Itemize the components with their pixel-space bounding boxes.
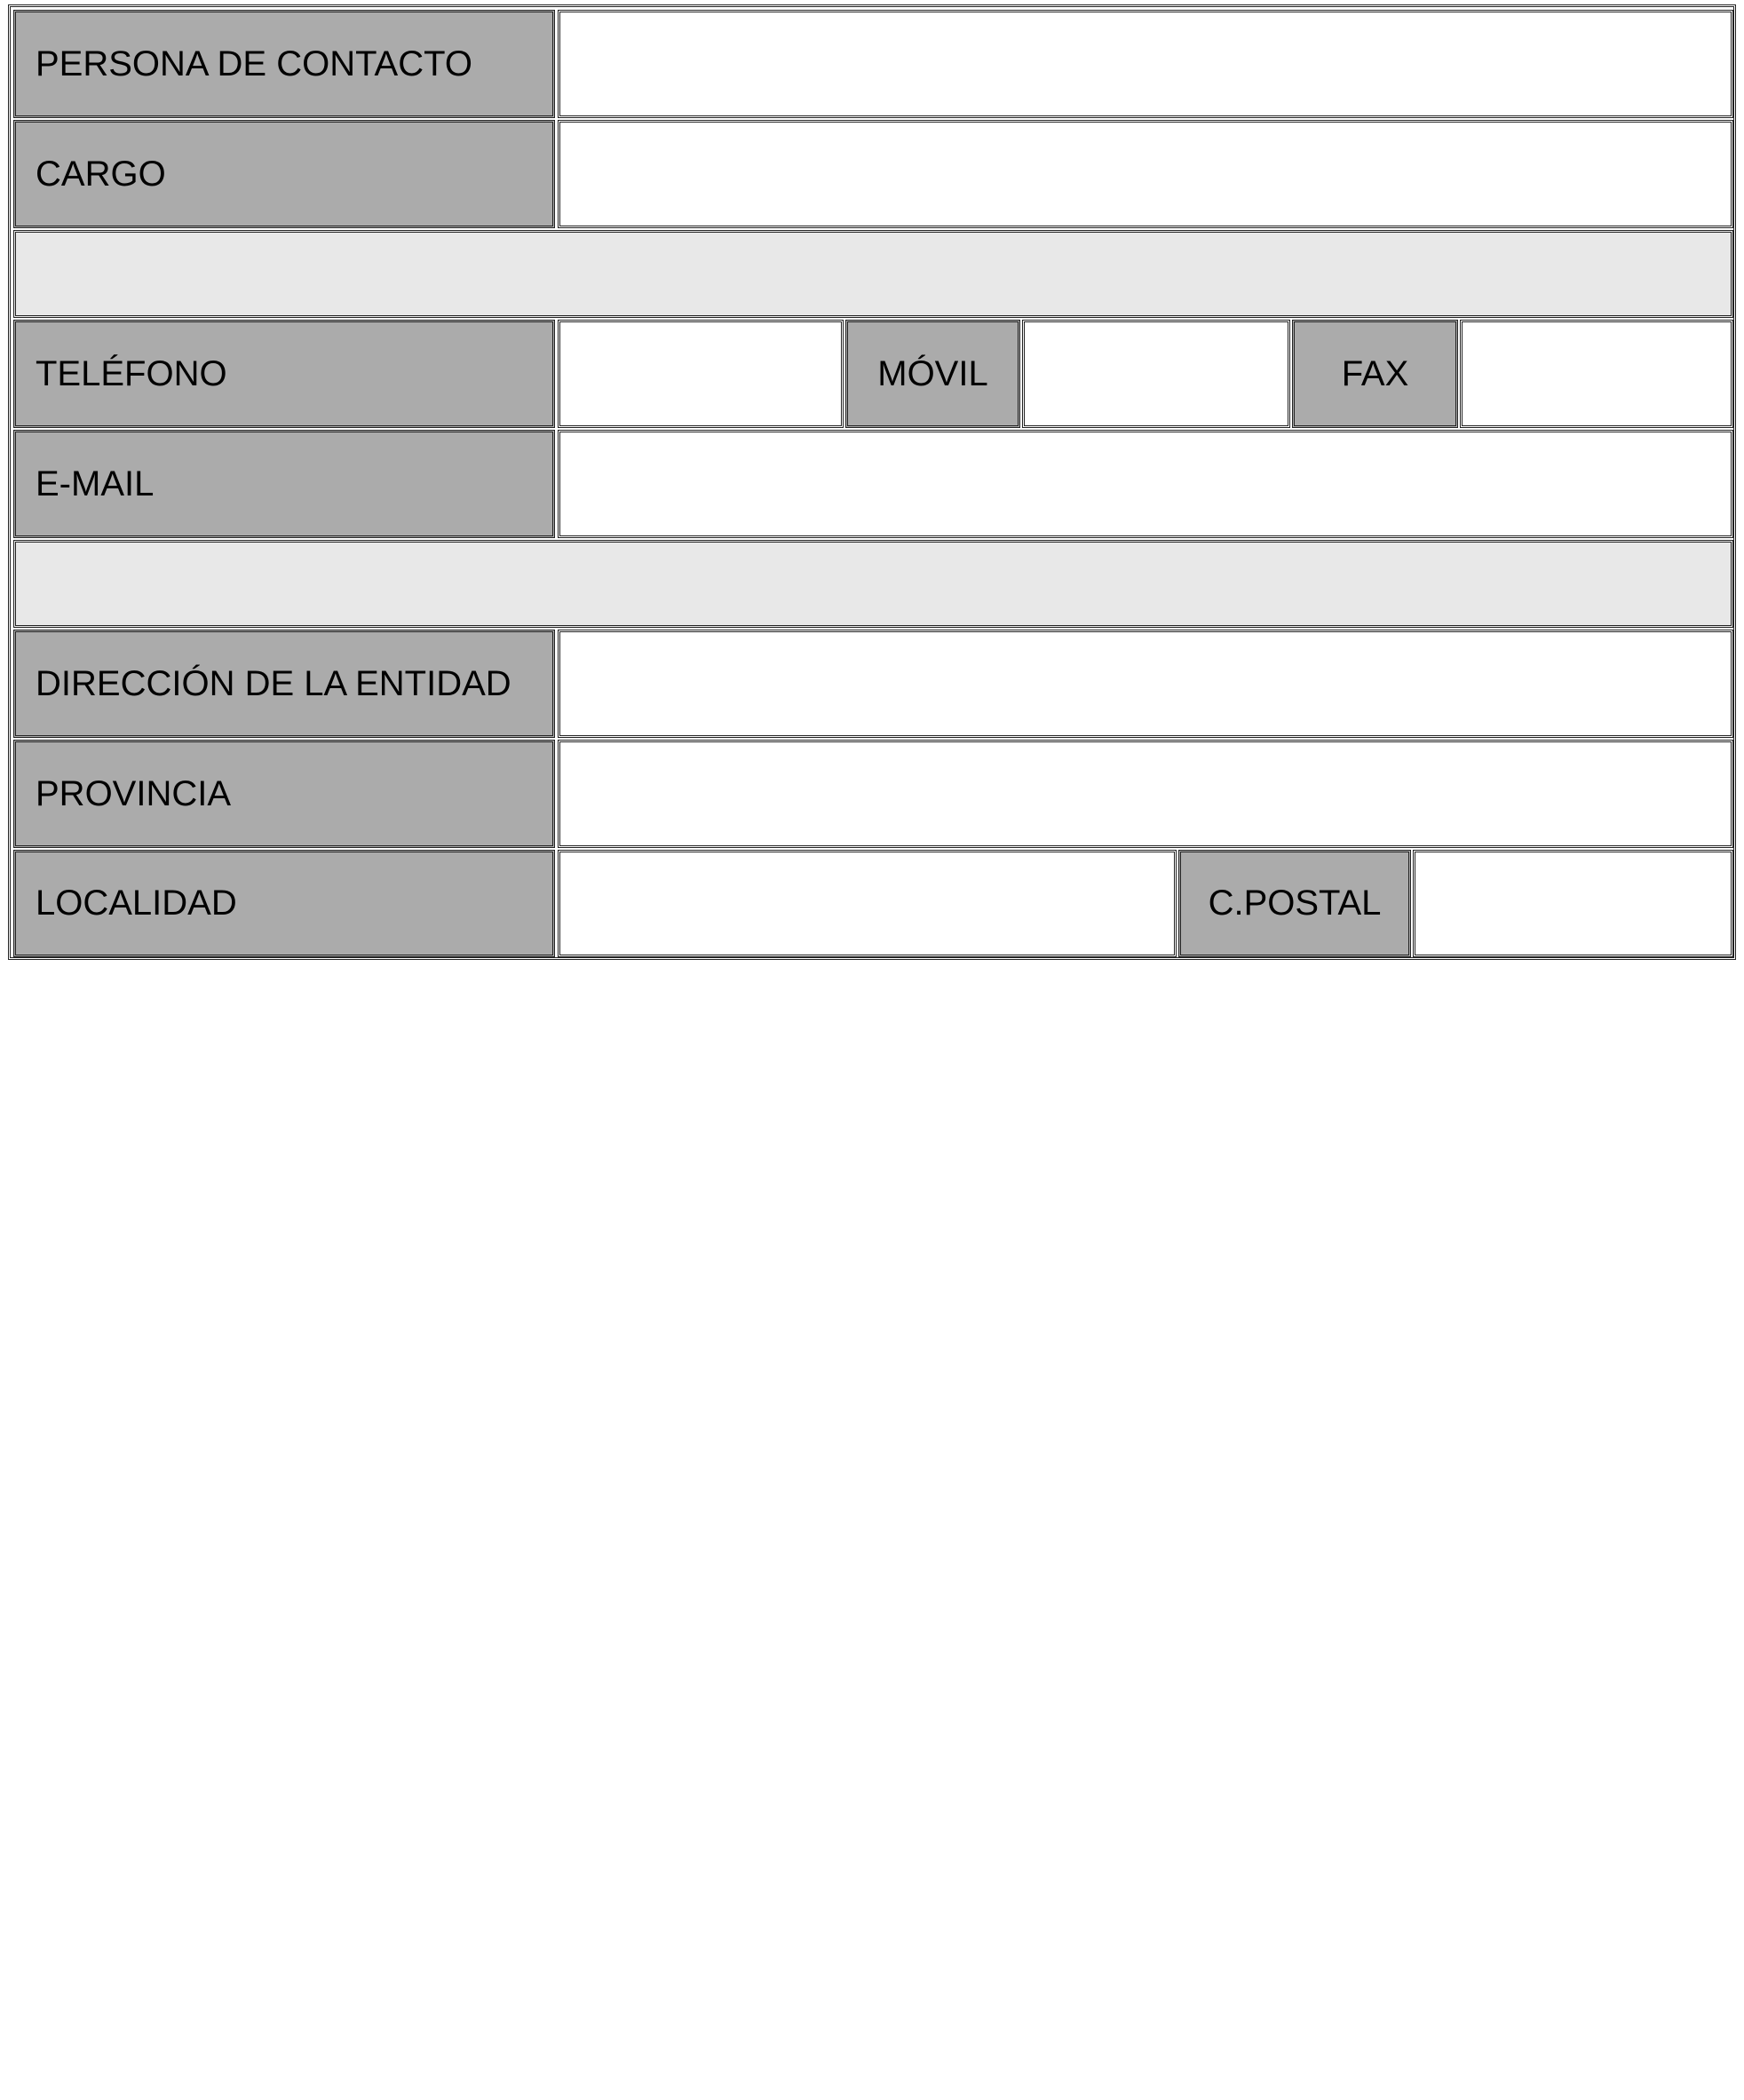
position-label: CARGO [13, 120, 555, 228]
email-label: E-MAIL [13, 430, 555, 538]
address-label: DIRECCIÓN DE LA ENTIDAD [13, 630, 555, 738]
contact-form-table [8, 4, 1736, 960]
fax-label: FAX [1292, 320, 1458, 428]
phone-label: TELÉFONO [13, 320, 555, 428]
locality-label: LOCALIDAD [13, 850, 555, 957]
section-divider [13, 230, 1733, 318]
fax-field[interactable] [1460, 320, 1733, 428]
contact-person-field[interactable] [558, 10, 1733, 118]
address-field[interactable] [558, 630, 1733, 738]
phone-field[interactable] [558, 320, 844, 428]
locality-field[interactable] [558, 850, 1177, 957]
province-field[interactable] [558, 740, 1733, 848]
province-label: PROVINCIA [13, 740, 555, 848]
postal-code-field[interactable] [1413, 850, 1733, 957]
mobile-label: MÓVIL [845, 320, 1020, 428]
section-divider [13, 540, 1733, 628]
position-field[interactable] [558, 120, 1733, 228]
mobile-field[interactable] [1022, 320, 1290, 428]
email-field[interactable] [558, 430, 1733, 538]
postal-code-label: C.POSTAL [1178, 850, 1411, 957]
contact-person-label: PERSONA DE CONTACTO [13, 10, 555, 118]
